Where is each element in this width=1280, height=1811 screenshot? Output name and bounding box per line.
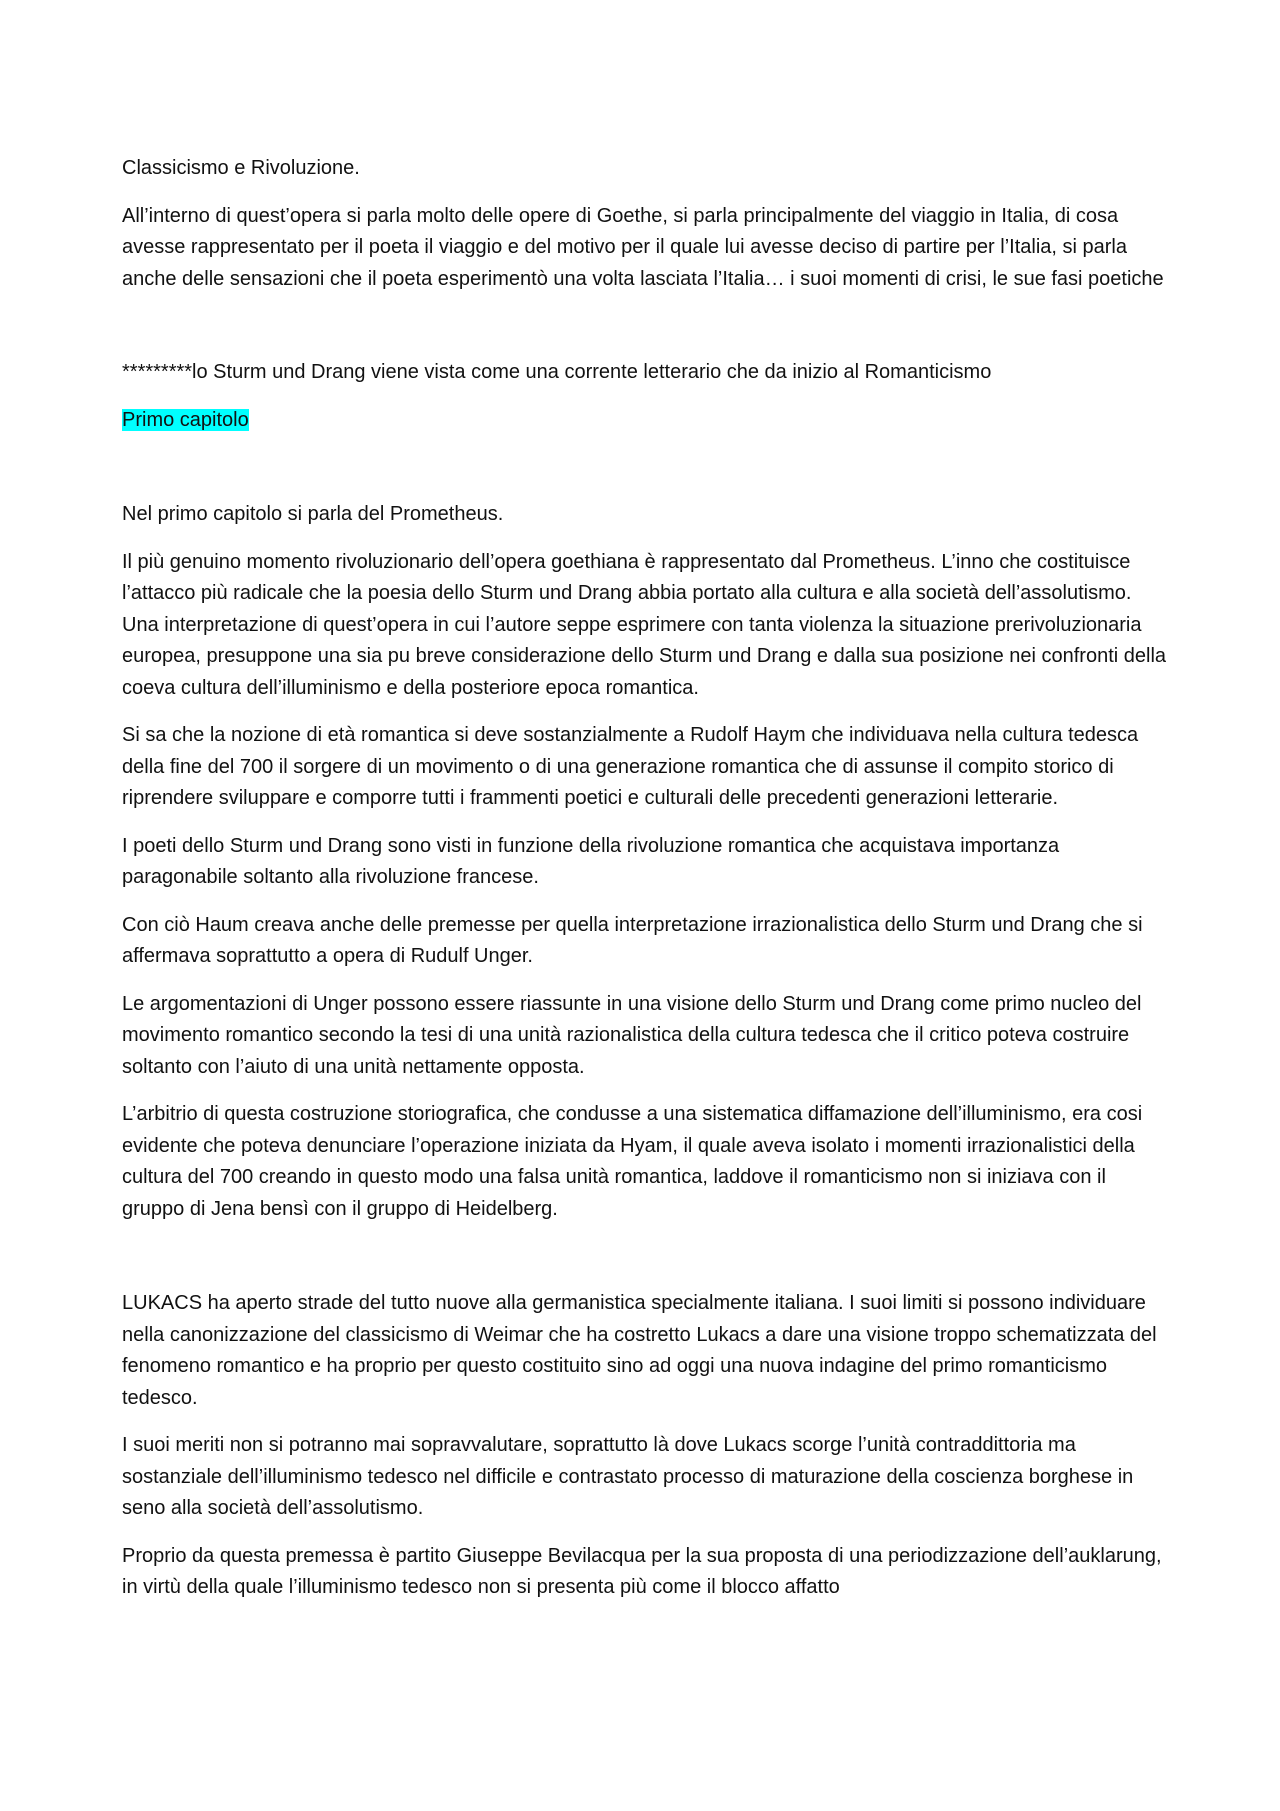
paragraph: Le argomentazioni di Unger possono essere riassunte in una visione dello Sturm und Drang come primo nucleo del movimento romantico secondo la tesi di una unità razionalistica della cultura tedesca che il critico poteva costruire soltanto con l’aiuto di una unità nettamente opposta. bbox=[122, 992, 1142, 1078]
paragraph: L’arbitrio di questa costruzione storiografica, che condusse a una sistematica diffamazione dell’illuminismo, era cosi evidente che poteva denunciare l’operazione iniziata da Hyam, il quale aveva isolato i momenti irrazionalistici della cultura del 700 creando in questo modo una falsa unità romantica, laddove il romanticismo non si iniziava con il gruppo di Jena bensì con il gruppo di Heidelberg. bbox=[122, 1103, 1143, 1220]
document-body bbox=[122, 153, 1172, 1620]
paragraph: Si sa che la nozione di età romantica si deve sostanzialmente a Rudolf Haym che individuava nella cultura tedesca della fine del 700 il sorgere di un movimento o di una generazione romantica che di assunse il compito storico di riprendere sviluppare e comporre tutti i frammenti poetici e culturali delle precedenti generazioni letterarie. bbox=[122, 724, 1139, 809]
paragraph: I suoi meriti non si potranno mai sopravvalutare, soprattutto là dove Lukacs scorge l’unità contraddittoria ma sostanziale dell’illuminismo tedesco nel difficile e contrastato processo di maturazione della coscienza borghese in seno alla società dell’assolutismo. bbox=[122, 1434, 1134, 1519]
note-paragraph: *********lo Sturm und Drang viene vista come una corrente letterario che da inizio al Romanticismo bbox=[122, 361, 992, 383]
paragraph: LUKACS ha aperto strade del tutto nuove alla germanistica specialmente italiana. I suoi limiti si possono individuare nella canonizzazione del classicismo di Weimar che ha costretto Lukacs a dare una visione troppo schematizzata del fenomeno romantico e ha proprio per questo costituito sino ad oggi una nuova indagine del primo romanticismo tedesco. bbox=[122, 1292, 1157, 1409]
blank-line bbox=[122, 452, 1172, 499]
paragraph: Proprio da questa premessa è partito Giuseppe Bevilacqua per la sua proposta di una periodizzazione dell’auklarung, in virtù della quale l’illuminismo tedesco non si presenta più come il blocco affatto bbox=[122, 1544, 1162, 1598]
paragraph: I poeti dello Sturm und Drang sono visti in funzione della rivoluzione romantica che acquistava importanza paragonabile soltanto alla rivoluzione francese. bbox=[122, 834, 1060, 888]
paragraph: Il più genuino momento rivoluzionario dell’opera goethiana è rappresentato dal Prometheus. L’inno che costituisce l’attacco più radicale che la poesia dello Sturm und Drang abbia portato alla cultura e alla società dell’assolutismo. Una interpretazione di quest’opera in cui l’autore seppe esprimere con tanta violenza la situazione prerivoluzionaria europea, presuppone una sia pu breve considerazione dello Sturm und Drang e dalla sua posizione nei confronti della coeva cultura dell’illuminismo e della posteriore epoca romantica. bbox=[122, 550, 1167, 699]
document-title: Classicismo e Rivoluzione. bbox=[122, 157, 360, 179]
paragraph: Con ciò Haum creava anche delle premesse per quella interpretazione irrazionalistica dello Sturm und Drang che si affermava soprattutto a opera di Rudulf Unger. bbox=[122, 913, 1143, 967]
blank-line bbox=[122, 1241, 1172, 1288]
highlighted-text: Primo capitolo bbox=[122, 408, 249, 431]
chapter-heading bbox=[122, 405, 1172, 437]
blank-line bbox=[122, 311, 1172, 357]
intro-paragraph: All’interno di quest’opera si parla molto delle opere di Goethe, si parla principalmente del viaggio in Italia, di cosa avesse rappresentato per il poeta il viaggio e del motivo per il quale lui avesse deciso di partire per l’Italia, si parla anche delle sensazioni che il poeta esperimentò una volta lasciata l’Italia… i suoi momenti di crisi, le sue fasi poetiche bbox=[122, 204, 1164, 290]
paragraph: Nel primo capitolo si parla del Prometheus. bbox=[122, 503, 504, 525]
